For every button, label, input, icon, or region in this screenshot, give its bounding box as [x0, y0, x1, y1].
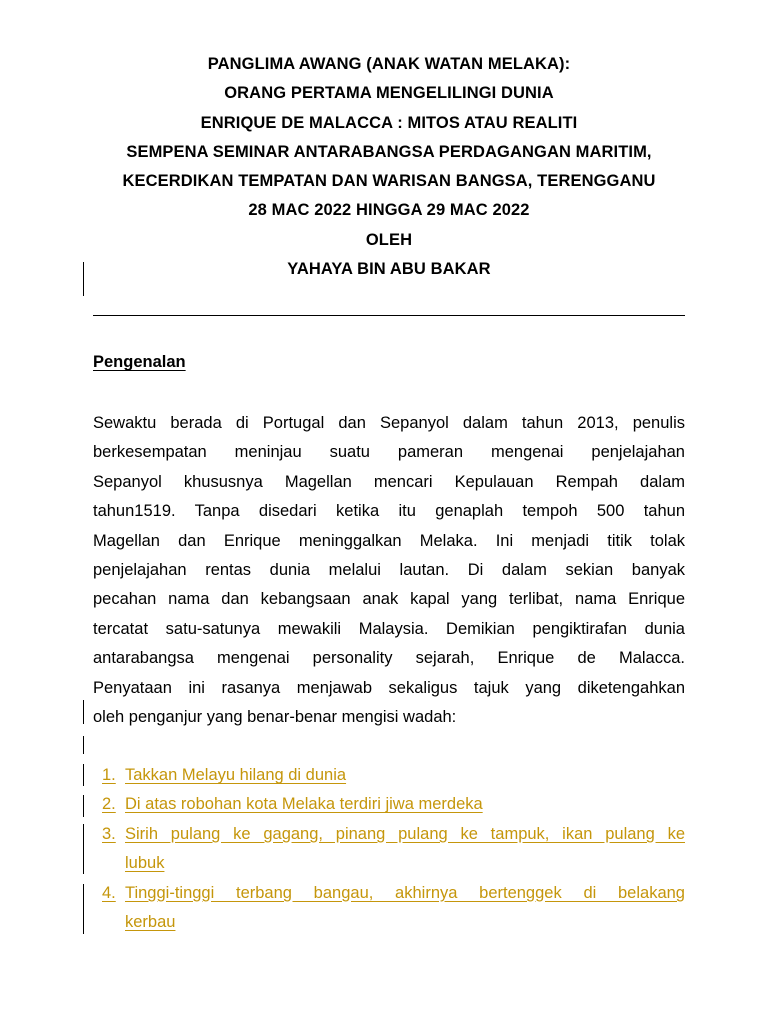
title-line-2: ORANG PERTAMA MENGELILINGI DUNIA — [224, 84, 554, 103]
list-line: kerbau — [125, 913, 176, 932]
paragraph-line: Penyataan ini rasanya menjawab sekaligus tajuk yang diketengahkan — [93, 678, 685, 697]
change-bar — [83, 262, 84, 296]
paragraph-line: Magellan dan Enrique meninggalkan Melaka. Ini menjadi titik tolak — [93, 531, 685, 550]
change-bar — [83, 764, 84, 786]
title-line-4: SEMPENA SEMINAR ANTARABANGSA PERDAGANGAN MARITIM, — [126, 142, 652, 161]
horizontal-rule — [93, 315, 685, 316]
change-bar — [83, 884, 84, 934]
paragraph-line: pecahan nama dan kebangsaan anak kapal yang terlibat, nama Enrique — [93, 590, 685, 609]
list-number: 2. — [102, 795, 116, 814]
list-item-text — [125, 790, 685, 819]
list-line: lubuk — [125, 854, 165, 873]
section-heading: Pengenalan — [93, 353, 186, 371]
list-line: Di atas robohan kota Melaka terdiri jiwa merdeka — [125, 795, 483, 814]
list-item-text — [125, 879, 685, 938]
paragraph-line: oleh penganjur yang benar-benar mengisi wadah: — [93, 707, 457, 726]
list-item-text — [125, 820, 685, 879]
paragraph-line: antarabangsa mengenai personality sejarah, Enrique de Malacca. — [93, 649, 685, 668]
title-block — [80, 50, 698, 284]
list-line: Tinggi-tinggi terbang bangau, akhirnya bertenggek di belakang — [125, 883, 685, 902]
change-bar — [83, 700, 84, 724]
list-item — [93, 879, 685, 938]
list-item-text — [125, 761, 685, 790]
paragraph-line: Sepanyol khususnya Magellan mencari Kepulauan Rempah dalam — [93, 472, 685, 491]
title-line-6: 28 MAC 2022 HINGGA 29 MAC 2022 — [248, 201, 530, 220]
title-line-1: PANGLIMA AWANG (ANAK WATAN MELAKA): — [207, 55, 571, 73]
paragraph-line: penjelajahan rentas dunia melalui lautan. Di dalam sekian banyak — [93, 560, 685, 579]
change-bar — [83, 736, 84, 754]
list-line: Takkan Melayu hilang di dunia — [125, 766, 347, 784]
list-number: 1. — [102, 766, 116, 784]
paragraph-line: tahun1519. Tanpa disedari ketika itu genaplah tempoh 500 tahun — [93, 502, 685, 521]
list-number: 3. — [102, 824, 116, 843]
list-line: Sirih pulang ke gagang, pinang pulang ke tampuk, ikan pulang ke — [125, 824, 685, 843]
change-bar — [83, 795, 84, 817]
intro-paragraph — [93, 409, 685, 732]
list-number: 4. — [102, 883, 116, 902]
title-line-5: KECERDIKAN TEMPATAN DAN WARISAN BANGSA, TERENGGANU — [122, 172, 656, 191]
title-line-7: OLEH — [365, 230, 413, 249]
change-bar — [83, 824, 84, 874]
paragraph-line: Sewaktu berada di Portugal dan Sepanyol dalam tahun 2013, penulis — [93, 414, 685, 432]
list-item — [93, 761, 685, 790]
list-item — [93, 790, 685, 819]
title-line-8: YAHAYA BIN ABU BAKAR — [287, 260, 491, 279]
numbered-list — [93, 761, 685, 937]
title-line-3: ENRIQUE DE MALACCA : MITOS ATAU REALITI — [200, 113, 578, 132]
paragraph-line: tercatat satu-satunya mewakili Malaysia. Demikian pengiktirafan dunia — [93, 619, 685, 638]
paragraph-line: berkesempatan meninjau suatu pameran mengenai penjelajahan — [93, 443, 685, 462]
list-item — [93, 820, 685, 879]
